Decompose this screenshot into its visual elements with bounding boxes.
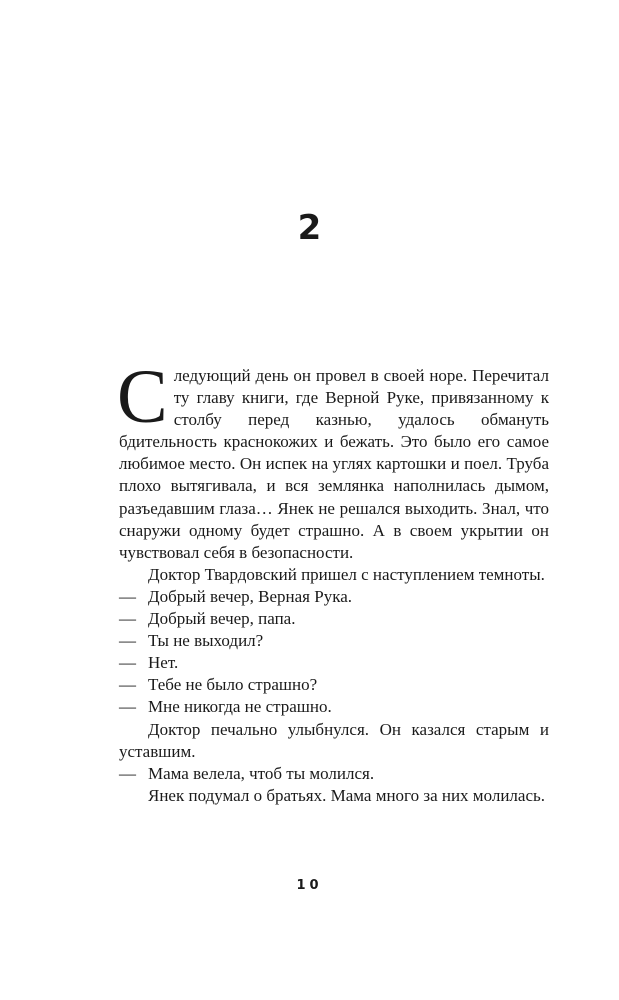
dialogue-text: Мне никогда не страшно.	[148, 697, 332, 717]
dialogue-line	[119, 586, 549, 608]
dialogue-text: Тебе не было страшно?	[148, 675, 318, 695]
dialogue-line	[119, 674, 549, 696]
dialogue-dash: —	[119, 697, 136, 717]
dialogue-text: Нет.	[148, 653, 179, 673]
dialogue-line	[119, 652, 549, 674]
dialogue-text: Добрый вечер, папа.	[148, 609, 296, 629]
paragraph-1: Доктор Твардовский пришел с наступлением темноты.	[148, 564, 545, 584]
body-text	[117, 355, 549, 807]
dialogue-text: Добрый вечер, Верная Рука.	[148, 586, 353, 606]
dialogue-dash: —	[119, 763, 136, 783]
paragraph-10: Янек подумал о братьях. Мама много за них молилась.	[148, 785, 546, 805]
dialogue-dash: —	[119, 631, 136, 651]
paragraph-text: ледующий день он провел в своей норе. Перечитал ту главу книги, где Верной Руке, привязанному к столбу перед казнью, удалось обмануть бдительность краснокожих и бежать. Это было его самое любимое место. Он испек на углях картошки и поел. Труба плохо вытягивала, и вся землянка наполнилась дымом, разъедавшим глаза… Янек не решался выходить. Знал, что снаружи одному будет страшно. А в своем укрытии он чувствовал себя в безопасности.	[119, 366, 549, 562]
dialogue-text: Ты не выходил?	[148, 631, 264, 651]
page-number: 10	[296, 878, 323, 893]
dialogue-text: Мама велела, чтоб ты молился.	[148, 763, 375, 783]
dialogue-line	[119, 608, 549, 630]
dialogue-dash: —	[119, 609, 136, 629]
paragraph-0	[117, 355, 549, 564]
dialogue-line	[119, 630, 549, 652]
drop-cap: С	[117, 355, 168, 439]
dialogue-dash: —	[119, 653, 136, 673]
paragraph-8: Доктор печально улыбнулся. Он казался старым и уставшим.	[119, 719, 549, 761]
dialogue-dash: —	[119, 586, 136, 606]
chapter-number: 2	[297, 208, 322, 248]
dialogue-dash: —	[119, 675, 136, 695]
dialogue-line	[119, 696, 549, 718]
dialogue-line	[119, 763, 549, 785]
